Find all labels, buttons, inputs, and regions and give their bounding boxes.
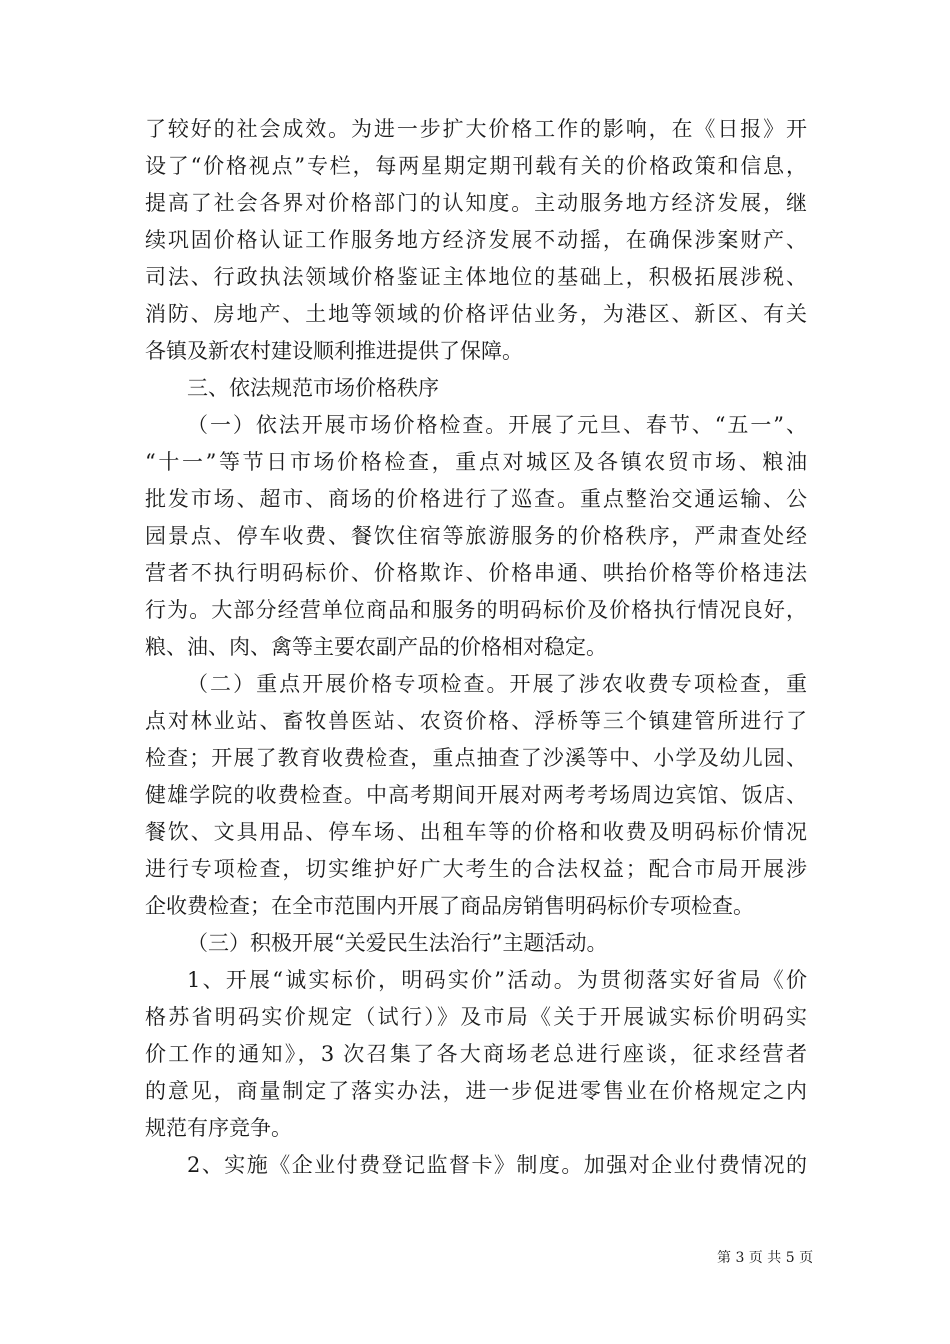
text-line: 营者不执行明码标价、价格欺诈、价格串通、哄抬价格等价格违法 [145,561,807,585]
text-line: 规范有序竞争。 [145,1116,292,1140]
text-line: 检查；开展了教育收费检查，重点抽查了沙溪等中、小学及幼儿园、 [145,746,807,770]
text-line: 了较好的社会成效。为进一步扩大价格工作的影响，在《日报》开 [145,117,807,141]
text-line: 价工作的通知》，3 次召集了各大商场老总进行座谈，征求经营者 [145,1042,807,1066]
text-line: 园景点、停车收费、餐饮住宿等旅游服务的价格秩序，严肃查处经 [145,524,807,548]
text-line: 批发市场、超市、商场的价格进行了巡查。重点整治交通运输、公 [145,487,807,511]
text-line: 粮、油、肉、禽等主要农副产品的价格相对稳定。 [145,635,607,659]
text-line: 1、开展“诚实标价，明码实价”活动。为贯彻落实好省局《价 [187,968,807,992]
text-line: 餐饮、文具用品、停车场、出租车等的价格和收费及明码标价情况 [145,820,807,844]
text-line: 续巩固价格认证工作服务地方经济发展不动摇，在确保涉案财产、 [145,228,807,252]
text-line: “十一”等节日市场价格检查，重点对城区及各镇农贸市场、粮油 [145,450,807,474]
text-line: 2、实施《企业付费登记监督卡》制度。加强对企业付费情况的 [187,1153,807,1177]
text-line: 提高了社会各界对价格部门的认知度。主动服务地方经济发展，继 [145,191,807,215]
text-line: 的意见，商量制定了落实办法，进一步促进零售业在价格规定之内 [145,1079,807,1103]
text-line: （二）重点开展价格专项检查。开展了涉农收费专项检查，重 [187,672,807,696]
text-line: （一）依法开展市场价格检查。开展了元旦、春节、“五一”、 [187,413,807,437]
text-line: 健雄学院的收费检查。中高考期间开展对两考考场周边宾馆、饭店、 [145,783,807,807]
text-line: 各镇及新农村建设顺利推进提供了保障。 [145,339,523,363]
text-line: 司法、行政执法领域价格鉴证主体地位的基础上，积极拓展涉税、 [145,265,807,289]
text-line: 设了“价格视点”专栏，每两星期定期刊载有关的价格政策和信息， [145,154,807,178]
text-line: 行为。大部分经营单位商品和服务的明码标价及价格执行情况良好， [145,598,807,622]
body-text [145,111,807,1184]
text-line: 消防、房地产、土地等领域的价格评估业务，为港区、新区、有关 [145,302,807,326]
subsection-heading: （三）积极开展“关爱民生法治行”主题活动。 [187,931,608,955]
text-line: 进行专项检查，切实维护好广大考生的合法权益；配合市局开展涉 [145,857,807,881]
text-line: 企收费检查；在全市范围内开展了商品房销售明码标价专项检查。 [145,894,754,918]
section-heading: 三、依法规范市场价格秩序 [187,376,439,400]
text-line: 格苏省明码实价规定（试行）》及市局《关于开展诚实标价明码实 [145,1005,807,1029]
page-number: 第 3 页 共 5 页 [717,1250,814,1266]
text-line: 点对林业站、畜牧兽医站、农资价格、浮桥等三个镇建管所进行了 [145,709,807,733]
